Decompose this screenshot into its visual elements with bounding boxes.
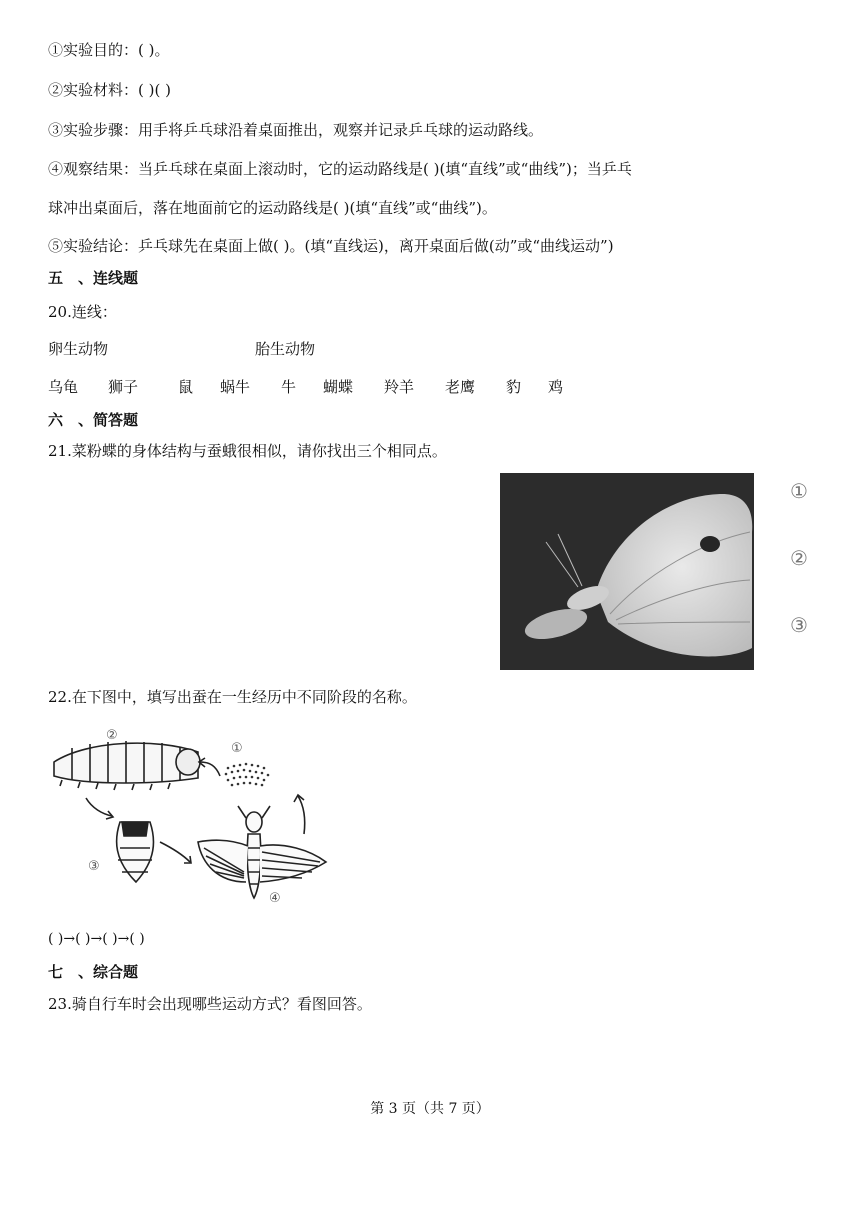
experiment-purpose: ①实验目的：( )。 xyxy=(48,41,170,59)
question-21: 21.菜粉蝶的身体结构与蚕蛾很相似，请你找出三个相同点。 xyxy=(48,442,447,460)
question-23: 23.骑自行车时会出现哪些运动方式？看图回答。 xyxy=(48,995,372,1013)
marker-1: ① xyxy=(790,479,808,503)
question-20: 20.连线： xyxy=(48,303,117,321)
question-22: 22.在下图中，填写出蚕在一生经历中不同阶段的名称。 xyxy=(48,688,417,706)
experiment-conclusion: ⑤实验结论：乒乓球先在桌面上做( )。(填“直线运)，离开桌面后做(动”或“曲线运动”) xyxy=(48,237,614,255)
animal-item: 鸡 xyxy=(548,378,564,396)
stage-marker-2: ② xyxy=(106,728,118,743)
stage-marker-4: ④ xyxy=(269,891,281,906)
stage-marker-3: ③ xyxy=(88,859,100,874)
animal-item: 蜗牛 xyxy=(220,378,251,396)
animal-item: 鼠 xyxy=(178,378,194,396)
marker-2: ② xyxy=(790,546,808,570)
moth-body xyxy=(247,834,261,898)
animal-item: 牛 xyxy=(281,378,297,396)
eggs xyxy=(225,763,270,787)
page-footer: 第 3 页（共 7 页） xyxy=(370,1101,490,1117)
silkworm-lifecycle-diagram xyxy=(48,722,338,912)
section6-heading: 六 、简答题 xyxy=(48,411,139,429)
animal-item: 豹 xyxy=(506,378,522,396)
experiment-materials: ②实验材料：( )( ) xyxy=(48,81,171,99)
wing-spot xyxy=(700,536,720,552)
category-viviparous: 胎生动物 xyxy=(255,340,316,358)
animal-item: 狮子 xyxy=(108,378,139,396)
animal-item: 羚羊 xyxy=(384,378,415,396)
animal-list xyxy=(48,377,608,397)
animal-item: 乌龟 xyxy=(48,378,79,396)
experiment-result-line1: ④观察结果：当乒乓球在桌面上滚动时，它的运动路线是( )(填“直线”或“曲线”)；当乒乓 xyxy=(48,160,632,178)
answer-chain: ( )→( )→( )→( ) xyxy=(48,931,145,947)
butterfly-photo xyxy=(498,472,814,672)
section5-heading: 五 、连线题 xyxy=(48,269,139,287)
stage-marker-1: ① xyxy=(231,741,243,756)
marker-3: ③ xyxy=(790,613,808,637)
experiment-result-line2: 球冲出桌面后，落在地面前它的运动路线是( )(填“直线”或“曲线”)。 xyxy=(48,199,497,217)
category-oviparous: 卵生动物 xyxy=(48,340,109,358)
animal-item: 蝴蝶 xyxy=(323,378,354,396)
left-wing xyxy=(198,840,248,882)
experiment-steps: ③实验步骤：用手将乒乓球沿着桌面推出，观察并记录乒乓球的运动路线。 xyxy=(48,121,544,139)
section7-heading: 七 、综合题 xyxy=(48,963,139,981)
animal-item: 老鹰 xyxy=(445,378,476,396)
